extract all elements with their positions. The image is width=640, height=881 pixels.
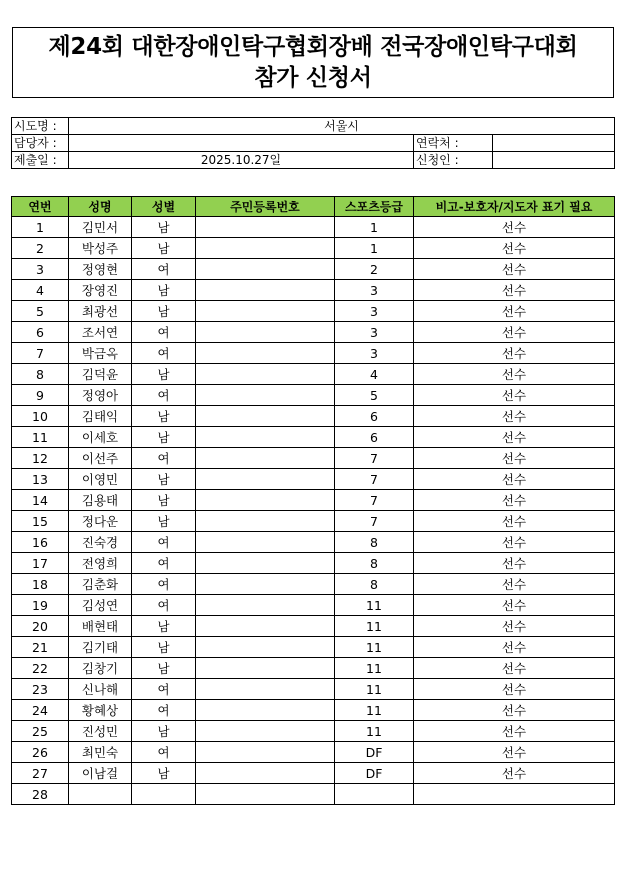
title-line-2: 참가 신청서	[254, 64, 372, 91]
cell-name[interactable]: 박성주	[69, 238, 132, 259]
cell-resident-id[interactable]	[196, 385, 335, 406]
cell-no[interactable]: 5	[12, 301, 69, 322]
table-row	[12, 742, 615, 763]
table-row	[12, 616, 615, 637]
cell-resident-id[interactable]	[196, 616, 335, 637]
cell-resident-id[interactable]	[196, 364, 335, 385]
cell-resident-id[interactable]	[196, 427, 335, 448]
cell-no[interactable]: 14	[12, 490, 69, 511]
cell-gender[interactable]: 남	[132, 217, 196, 238]
cell-note[interactable]: 선수	[414, 721, 615, 742]
cell-name[interactable]: 최민숙	[69, 742, 132, 763]
cell-no[interactable]: 28	[12, 784, 69, 805]
cell-note[interactable]: 선수	[414, 301, 615, 322]
cell-gender[interactable]: 여	[132, 448, 196, 469]
table-row	[12, 574, 615, 595]
cell-name[interactable]: 이영민	[69, 469, 132, 490]
cell-gender[interactable]: 여	[132, 532, 196, 553]
info-row-manager	[12, 135, 615, 152]
cell-no[interactable]: 6	[12, 322, 69, 343]
cell-note[interactable]: 선수	[414, 406, 615, 427]
cell-note[interactable]: 선수	[414, 532, 615, 553]
cell-note[interactable]: 선수	[414, 637, 615, 658]
cell-gender[interactable]: 남	[132, 616, 196, 637]
cell-no[interactable]: 26	[12, 742, 69, 763]
cell-resident-id[interactable]	[196, 700, 335, 721]
cell-sport-grade[interactable]: 7	[335, 511, 414, 532]
table-row	[12, 490, 615, 511]
cell-name[interactable]: 전영희	[69, 553, 132, 574]
cell-sport-grade[interactable]: 8	[335, 574, 414, 595]
cell-no[interactable]: 19	[12, 595, 69, 616]
cell-gender[interactable]: 남	[132, 469, 196, 490]
cell-resident-id[interactable]	[196, 553, 335, 574]
header-resident-id: 주민등록번호	[196, 197, 335, 217]
table-row	[12, 637, 615, 658]
cell-note[interactable]: 선수	[414, 763, 615, 784]
cell-name[interactable]: 정다운	[69, 511, 132, 532]
cell-no[interactable]: 27	[12, 763, 69, 784]
cell-note[interactable]: 선수	[414, 742, 615, 763]
applicant-label: 신청인 :	[414, 152, 493, 169]
cell-name[interactable]: 김기태	[69, 637, 132, 658]
cell-no[interactable]: 23	[12, 679, 69, 700]
table-row	[12, 679, 615, 700]
cell-sport-grade[interactable]: 1	[335, 217, 414, 238]
table-row	[12, 532, 615, 553]
cell-sport-grade[interactable]: 3	[335, 280, 414, 301]
table-row	[12, 301, 615, 322]
cell-no[interactable]: 7	[12, 343, 69, 364]
table-row	[12, 595, 615, 616]
table-row	[12, 217, 615, 238]
cell-gender[interactable]: 여	[132, 259, 196, 280]
header-gender: 성별	[132, 197, 196, 217]
cell-no[interactable]: 16	[12, 532, 69, 553]
cell-name[interactable]: 김덕윤	[69, 364, 132, 385]
cell-resident-id[interactable]	[196, 637, 335, 658]
cell-resident-id[interactable]	[196, 217, 335, 238]
cell-gender[interactable]: 여	[132, 595, 196, 616]
cell-sport-grade[interactable]: 11	[335, 658, 414, 679]
cell-gender[interactable]: 남	[132, 280, 196, 301]
cell-note[interactable]: 선수	[414, 343, 615, 364]
table-row	[12, 511, 615, 532]
cell-note[interactable]: 선수	[414, 553, 615, 574]
region-label: 시도명 :	[12, 118, 69, 135]
cell-no[interactable]: 15	[12, 511, 69, 532]
cell-no[interactable]: 13	[12, 469, 69, 490]
cell-note[interactable]: 선수	[414, 322, 615, 343]
cell-resident-id[interactable]	[196, 595, 335, 616]
cell-no[interactable]: 22	[12, 658, 69, 679]
cell-note[interactable]: 선수	[414, 364, 615, 385]
cell-name[interactable]: 황혜상	[69, 700, 132, 721]
cell-name[interactable]: 이세호	[69, 427, 132, 448]
cell-sport-grade[interactable]: 3	[335, 343, 414, 364]
cell-sport-grade[interactable]: 6	[335, 406, 414, 427]
cell-sport-grade[interactable]: 4	[335, 364, 414, 385]
cell-resident-id[interactable]	[196, 511, 335, 532]
cell-sport-grade[interactable]: 7	[335, 469, 414, 490]
cell-name[interactable]: 진성민	[69, 721, 132, 742]
header-sport-grade: 스포츠등급	[335, 197, 414, 217]
table-row	[12, 259, 615, 280]
table-row	[12, 364, 615, 385]
document-title	[12, 27, 614, 98]
cell-note[interactable]: 선수	[414, 574, 615, 595]
table-row	[12, 469, 615, 490]
cell-note[interactable]: 선수	[414, 469, 615, 490]
table-row	[12, 322, 615, 343]
cell-sport-grade[interactable]: 5	[335, 385, 414, 406]
cell-gender[interactable]: 남	[132, 364, 196, 385]
cell-no[interactable]: 3	[12, 259, 69, 280]
cell-no[interactable]: 8	[12, 364, 69, 385]
cell-resident-id[interactable]	[196, 301, 335, 322]
header-no: 연번	[12, 197, 69, 217]
cell-gender[interactable]: 남	[132, 658, 196, 679]
cell-resident-id[interactable]	[196, 280, 335, 301]
cell-sport-grade[interactable]: 1	[335, 238, 414, 259]
cell-resident-id[interactable]	[196, 343, 335, 364]
cell-no[interactable]: 25	[12, 721, 69, 742]
cell-sport-grade[interactable]: 7	[335, 490, 414, 511]
cell-sport-grade[interactable]: 11	[335, 616, 414, 637]
cell-note[interactable]: 선수	[414, 511, 615, 532]
cell-note[interactable]: 선수	[414, 595, 615, 616]
cell-resident-id[interactable]	[196, 532, 335, 553]
cell-gender[interactable]: 남	[132, 427, 196, 448]
table-row	[12, 658, 615, 679]
title-line-1: 제24회 대한장애인탁구협회장배 전국장애인탁구대회	[48, 33, 578, 60]
cell-name[interactable]: 김태익	[69, 406, 132, 427]
table-header-row	[12, 197, 615, 217]
cell-name[interactable]: 정영현	[69, 259, 132, 280]
info-row-region	[12, 118, 615, 135]
cell-gender[interactable]: 여	[132, 343, 196, 364]
manager-label: 담당자 :	[12, 135, 69, 152]
cell-resident-id[interactable]	[196, 238, 335, 259]
cell-gender[interactable]: 여	[132, 679, 196, 700]
participant-table	[11, 196, 615, 805]
cell-sport-grade[interactable]: 11	[335, 595, 414, 616]
cell-note[interactable]	[414, 784, 615, 805]
cell-name[interactable]: 배현태	[69, 616, 132, 637]
table-row	[12, 280, 615, 301]
cell-no[interactable]: 9	[12, 385, 69, 406]
cell-note[interactable]: 선수	[414, 448, 615, 469]
cell-resident-id[interactable]	[196, 679, 335, 700]
cell-resident-id[interactable]	[196, 658, 335, 679]
cell-name[interactable]: 정영아	[69, 385, 132, 406]
cell-sport-grade[interactable]: 8	[335, 553, 414, 574]
table-row	[12, 343, 615, 364]
cell-gender[interactable]: 남	[132, 301, 196, 322]
cell-no[interactable]: 24	[12, 700, 69, 721]
cell-resident-id[interactable]	[196, 742, 335, 763]
info-table	[11, 117, 615, 169]
table-row	[12, 406, 615, 427]
cell-sport-grade[interactable]: 3	[335, 322, 414, 343]
cell-resident-id[interactable]	[196, 763, 335, 784]
table-row	[12, 427, 615, 448]
cell-note[interactable]: 선수	[414, 616, 615, 637]
cell-no[interactable]: 18	[12, 574, 69, 595]
table-body	[12, 217, 615, 805]
cell-gender[interactable]: 남	[132, 490, 196, 511]
table-row	[12, 700, 615, 721]
cell-name[interactable]: 김창기	[69, 658, 132, 679]
region-value[interactable]: 서울시	[69, 118, 615, 135]
cell-gender[interactable]: 남	[132, 511, 196, 532]
cell-resident-id[interactable]	[196, 448, 335, 469]
cell-sport-grade[interactable]: 8	[335, 532, 414, 553]
table-row	[12, 721, 615, 742]
cell-sport-grade[interactable]: 11	[335, 700, 414, 721]
cell-note[interactable]: 선수	[414, 280, 615, 301]
contact-value[interactable]	[493, 135, 615, 152]
cell-no[interactable]: 11	[12, 427, 69, 448]
cell-note[interactable]: 선수	[414, 427, 615, 448]
table-row	[12, 238, 615, 259]
cell-no[interactable]: 1	[12, 217, 69, 238]
cell-sport-grade[interactable]: DF	[335, 763, 414, 784]
cell-resident-id[interactable]	[196, 490, 335, 511]
cell-note[interactable]: 선수	[414, 217, 615, 238]
header-name: 성명	[69, 197, 132, 217]
table-row	[12, 553, 615, 574]
cell-gender[interactable]: 남	[132, 406, 196, 427]
cell-resident-id[interactable]	[196, 721, 335, 742]
applicant-value[interactable]	[493, 152, 615, 169]
cell-sport-grade[interactable]: 2	[335, 259, 414, 280]
cell-gender[interactable]: 여	[132, 385, 196, 406]
cell-no[interactable]: 12	[12, 448, 69, 469]
cell-sport-grade[interactable]: 11	[335, 679, 414, 700]
cell-note[interactable]: 선수	[414, 259, 615, 280]
contact-label: 연락처 :	[414, 135, 493, 152]
cell-gender[interactable]	[132, 784, 196, 805]
cell-sport-grade[interactable]: 11	[335, 721, 414, 742]
cell-note[interactable]: 선수	[414, 658, 615, 679]
cell-gender[interactable]: 남	[132, 238, 196, 259]
cell-no[interactable]: 20	[12, 616, 69, 637]
cell-note[interactable]: 선수	[414, 700, 615, 721]
cell-resident-id[interactable]	[196, 322, 335, 343]
cell-gender[interactable]: 여	[132, 742, 196, 763]
cell-name[interactable]	[69, 784, 132, 805]
cell-sport-grade[interactable]: 7	[335, 448, 414, 469]
cell-resident-id[interactable]	[196, 469, 335, 490]
cell-gender[interactable]: 여	[132, 322, 196, 343]
cell-note[interactable]: 선수	[414, 385, 615, 406]
cell-name[interactable]: 박금옥	[69, 343, 132, 364]
cell-sport-grade[interactable]: 6	[335, 427, 414, 448]
cell-note[interactable]: 선수	[414, 238, 615, 259]
manager-value[interactable]	[69, 135, 414, 152]
cell-no[interactable]: 4	[12, 280, 69, 301]
cell-name[interactable]: 조서연	[69, 322, 132, 343]
cell-resident-id[interactable]	[196, 259, 335, 280]
cell-gender[interactable]: 남	[132, 637, 196, 658]
cell-resident-id[interactable]	[196, 574, 335, 595]
cell-note[interactable]: 선수	[414, 679, 615, 700]
cell-no[interactable]: 2	[12, 238, 69, 259]
info-row-date	[12, 152, 615, 169]
date-value[interactable]: 2025.10.27일	[69, 152, 414, 169]
cell-sport-grade[interactable]: DF	[335, 742, 414, 763]
cell-name[interactable]: 김춘화	[69, 574, 132, 595]
cell-no[interactable]: 21	[12, 637, 69, 658]
cell-name[interactable]: 김용태	[69, 490, 132, 511]
cell-gender[interactable]: 여	[132, 553, 196, 574]
cell-resident-id[interactable]	[196, 406, 335, 427]
header-note: 비고-보호자/지도자 표기 필요	[414, 197, 615, 217]
table-row	[12, 784, 615, 805]
cell-name[interactable]: 장영진	[69, 280, 132, 301]
cell-no[interactable]: 10	[12, 406, 69, 427]
cell-no[interactable]: 17	[12, 553, 69, 574]
cell-resident-id[interactable]	[196, 784, 335, 805]
cell-sport-grade[interactable]: 11	[335, 637, 414, 658]
table-row	[12, 385, 615, 406]
date-label: 제출일 :	[12, 152, 69, 169]
cell-name[interactable]: 김성연	[69, 595, 132, 616]
cell-name[interactable]: 신나해	[69, 679, 132, 700]
cell-name[interactable]: 진숙경	[69, 532, 132, 553]
table-row	[12, 763, 615, 784]
table-row	[12, 448, 615, 469]
cell-gender[interactable]: 여	[132, 574, 196, 595]
cell-name[interactable]: 이선주	[69, 448, 132, 469]
cell-sport-grade[interactable]: 3	[335, 301, 414, 322]
cell-gender[interactable]: 여	[132, 700, 196, 721]
cell-name[interactable]: 김민서	[69, 217, 132, 238]
cell-gender[interactable]: 남	[132, 763, 196, 784]
cell-gender[interactable]: 남	[132, 721, 196, 742]
cell-name[interactable]: 최광선	[69, 301, 132, 322]
cell-sport-grade[interactable]	[335, 784, 414, 805]
cell-note[interactable]: 선수	[414, 490, 615, 511]
cell-name[interactable]: 이남걸	[69, 763, 132, 784]
